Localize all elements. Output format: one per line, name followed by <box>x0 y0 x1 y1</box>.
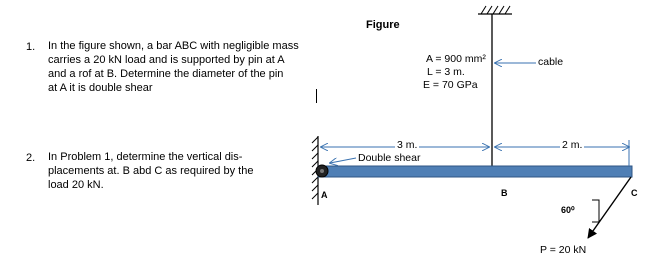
problem-2-line-2: placements at. B abd C as required by the <box>48 165 254 177</box>
problem-1-line-1: In the figure shown, a bar ABC with negligible mass <box>48 40 299 52</box>
modulus-label: E = 70 GPa <box>423 79 478 91</box>
dimension-left-label: 3 m. <box>397 139 418 151</box>
double-shear-label: Double shear <box>358 152 421 164</box>
figure-title: Figure <box>366 19 400 31</box>
angle-label: 60⁰ <box>561 205 575 215</box>
area-label: A = 900 mm² <box>426 53 486 65</box>
point-b-label: B <box>501 188 508 198</box>
double-shear-leader <box>330 158 356 163</box>
dimension-right-label: 2 m. <box>562 139 583 151</box>
problem-2-number: 2. <box>26 152 36 164</box>
load-label: P = 20 kN <box>540 244 587 256</box>
problem-2-line-3: load 20 kN. <box>48 179 104 191</box>
point-a-label: A <box>321 190 328 200</box>
problem-1-line-2: carries a 20 kN load and is supported by pin at A <box>48 54 285 66</box>
ceiling-support <box>478 6 512 14</box>
load-arrow <box>588 177 631 238</box>
angle-bracket <box>592 200 599 222</box>
length-label: L = 3 m. <box>427 66 465 78</box>
problem-1-line-3: and a rof at B. Determine the diameter of the pin <box>48 68 284 80</box>
problem-1-line-4: at A it is double shear <box>48 82 153 94</box>
problem-1-number: 1. <box>26 41 36 53</box>
point-c-label: C <box>631 188 638 198</box>
cable-label: cable <box>538 56 564 68</box>
bar-abc <box>318 166 632 177</box>
problem-2-line-1: In Problem 1, determine the vertical dis- <box>48 151 243 163</box>
